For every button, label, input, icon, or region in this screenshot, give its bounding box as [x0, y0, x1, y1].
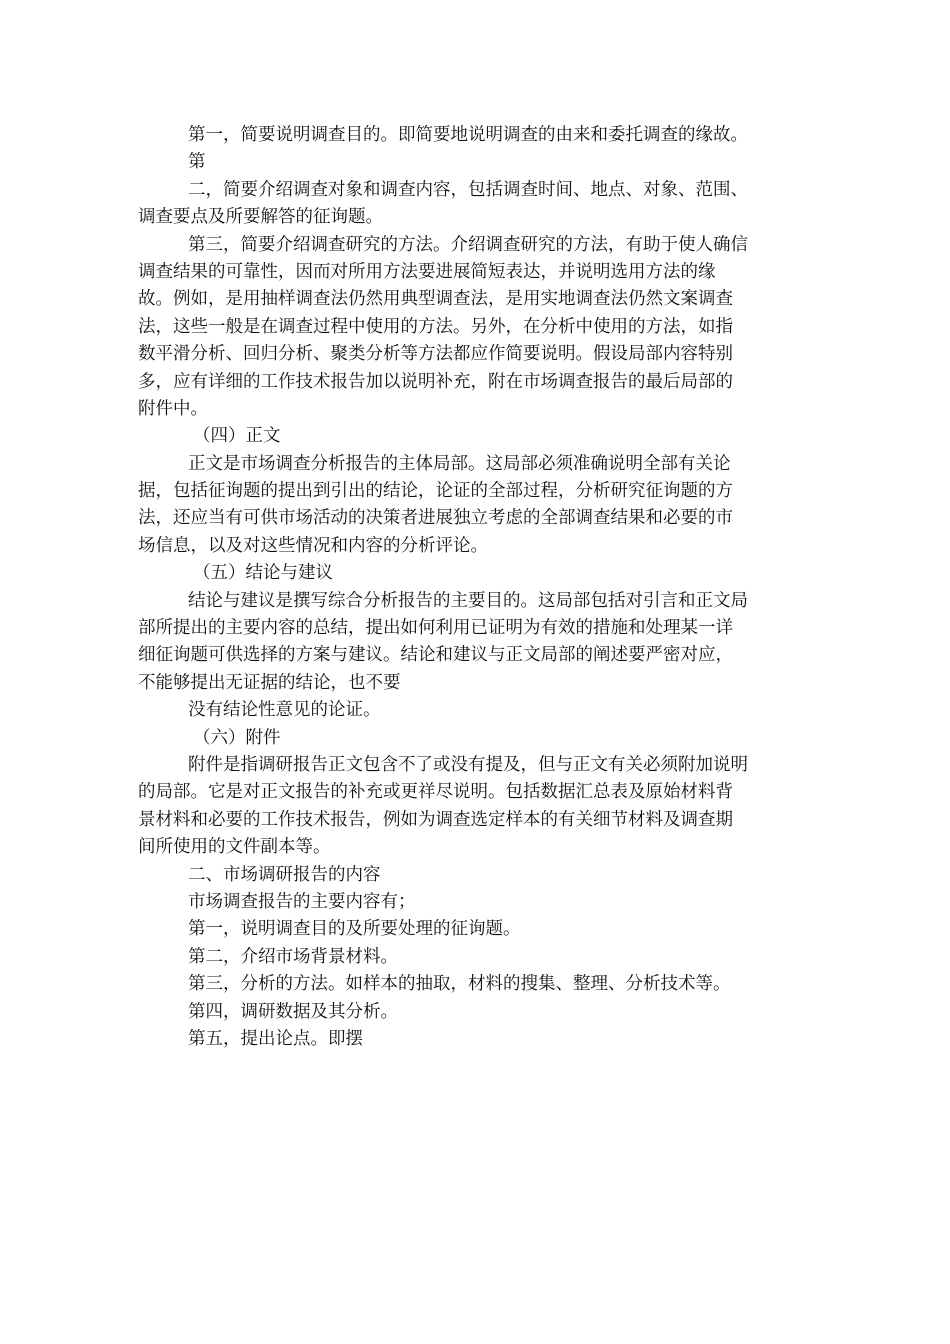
- text-line: 多，应有详细的工作技术报告加以说明补充，附在市场调查报告的最后局部的: [138, 371, 733, 392]
- text-line: 第四，调研数据及其分析。: [188, 1001, 398, 1022]
- text-line: 细征询题可供选择的方案与建议。结论和建议与正文局部的阐述要严密对应，: [138, 645, 733, 666]
- text-line: 故。例如，是用抽样调查法仍然用典型调查法，是用实地调查法仍然文案调查: [138, 289, 733, 310]
- text-line: 第五，提出论点。即摆: [188, 1028, 363, 1049]
- section-heading: （五）结论与建议: [193, 563, 333, 584]
- text-line: 景材料和必要的工作技术报告，例如为调查选定样本的有关细节材料及调查期: [138, 809, 733, 830]
- text-line: 二，简要介绍调查对象和调查内容，包括调查时间、地点、对象、范围、: [188, 179, 748, 200]
- text-line: 法，还应当有可供市场活动的决策者进展独立考虑的全部调查结果和必要的市: [138, 508, 733, 529]
- text-line: 市场调查报告的主要内容有；: [188, 891, 416, 912]
- text-line: 正文是市场调查分析报告的主体局部。这局部必须准确说明全部有关论: [188, 453, 731, 474]
- text-line: 第二，介绍市场背景材料。: [188, 946, 398, 967]
- text-line: 附件是指调研报告正文包含不了或没有提及，但与正文有关必须附加说明: [188, 754, 748, 775]
- section-heading: （四）正文: [193, 426, 281, 447]
- document-body: [138, 122, 808, 1053]
- text-line: 附件中。: [138, 398, 208, 419]
- text-line: 第一，简要说明调查目的。即简要地说明调查的由来和委托调查的缘故。: [188, 125, 748, 145]
- text-line: 数平滑分析、回归分析、聚类分析等方法都应作简要说明。假设局部内容特别: [138, 344, 733, 365]
- text-line: 调查要点及所要解答的征询题。: [138, 207, 383, 228]
- text-line: 结论与建议是撰写综合分析报告的主要目的。这局部包括对引言和正文局: [188, 590, 748, 611]
- text-line: 据，包括征询题的提出到引出的结论，论证的全部过程，分析研究征询题的方: [138, 481, 733, 502]
- text-line: 第三，分析的方法。如样本的抽取，材料的搜集、整理、分析技术等。: [188, 974, 731, 995]
- text-line: 法，这些一般是在调查过程中使用的方法。另外，在分析中使用的方法，如指: [138, 316, 733, 337]
- text-line: 的局部。它是对正文报告的补充或更祥尽说明。包括数据汇总表及原始材料背: [138, 782, 733, 803]
- text-line: 场信息，以及对这些情况和内容的分析评论。: [138, 535, 488, 556]
- text-line: 没有结论性意见的论证。: [188, 700, 381, 721]
- text-line: 第: [188, 152, 206, 173]
- text-line: 调查结果的可靠性，因而对所用方法要进展简短表达，并说明选用方法的缘: [138, 261, 716, 282]
- text-line: 第三，简要介绍调查研究的方法。介绍调查研究的方法，有助于使人确信: [188, 234, 748, 255]
- text-line: 间所使用的文件副本等。: [138, 837, 331, 858]
- section-heading: 二、市场调研报告的内容: [188, 864, 381, 885]
- text-line: 第一，说明调查目的及所要处理的征询题。: [188, 919, 521, 940]
- section-heading: （六）附件: [193, 727, 281, 748]
- text-line: 部所提出的主要内容的总结，提出如何利用已证明为有效的措施和处理某一详: [138, 618, 733, 639]
- text-line: 不能够提出无证据的结论，也不要: [138, 672, 401, 693]
